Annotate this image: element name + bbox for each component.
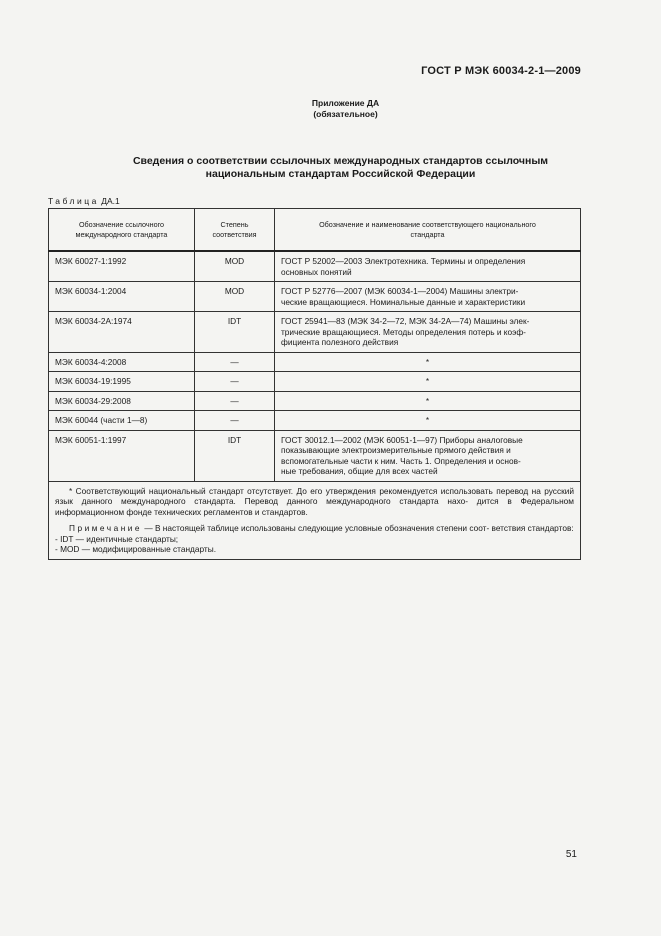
header-col3-line2: стандарта (410, 229, 445, 239)
header-col2-line2: соответствия (212, 229, 257, 239)
footnote (55, 486, 574, 518)
footnote-line: дится в Федеральном информационном фонде технических регламентов и стандартов. (55, 496, 574, 517)
table-header-row (49, 209, 581, 252)
intl-standard-cell: МЭК 60034-4:2008 (49, 352, 195, 372)
degree-cell: — (195, 391, 275, 411)
national-line: вспомогательные части к ним. Часть 1. Определения и основ- (281, 455, 521, 466)
section-title-line-2: национальным стандартам Российской Федерации (205, 168, 476, 180)
degree-cell: — (195, 372, 275, 392)
table-caption (48, 196, 120, 206)
table-row (49, 430, 581, 481)
table-row (49, 411, 581, 431)
intl-standard-cell: МЭК 60051-1:1997 (49, 430, 195, 481)
intl-standard-cell: МЭК 60034-29:2008 (49, 391, 195, 411)
table-row (49, 352, 581, 372)
document-id: ГОСТ Р МЭК 60034-2-1—2009 (421, 65, 581, 77)
note-label: Примечание (69, 523, 143, 533)
appendix-subtitle: (обязательное) (313, 109, 378, 119)
national-line: показывающие электроизмерительные прямого действия и (281, 445, 511, 455)
national-line: ГОСТ 30012.1—2002 (МЭК 60051-1—97) Приборы аналоговые (281, 434, 523, 445)
notes-row (49, 481, 581, 559)
national-line: ные требования, общие для всех частей (281, 466, 438, 476)
section-title-line-1: Сведения о соответствии ссылочных международных стандартов ссылочным (132, 155, 549, 167)
national-line: трические вращающиеся. Методы определения потерь и коэф- (281, 326, 526, 337)
national-standard-cell (275, 312, 581, 353)
degree-cell: MOD (195, 282, 275, 312)
header-international-standard (49, 209, 195, 252)
correspondence-table (48, 208, 581, 560)
header-degree (195, 209, 275, 252)
table-row (49, 251, 581, 282)
table-row (49, 391, 581, 411)
note-line: — В настоящей таблице использованы следующие условные обозначения степени соот- (144, 523, 490, 533)
note-line: ветствия стандартов: (491, 523, 574, 533)
intl-standard-cell: МЭК 60044 (части 1—8) (49, 411, 195, 431)
intl-standard-cell: МЭК 60027-1:1992 (49, 251, 195, 282)
note-idt: - IDT — идентичные стандарты; (55, 533, 179, 544)
national-standard-cell (275, 251, 581, 282)
national-standard-cell: * (275, 391, 581, 411)
table-caption-number: ДА.1 (101, 196, 120, 206)
intl-standard-cell: МЭК 60034-1:2004 (49, 282, 195, 312)
national-standard-cell (275, 282, 581, 312)
degree-cell: IDT (195, 430, 275, 481)
intl-standard-cell: МЭК 60034-2А:1974 (49, 312, 195, 353)
section-title (60, 155, 621, 181)
header-col1-line1: Обозначение ссылочного (78, 220, 165, 229)
header-col3-line1: Обозначение и наименование соответствующего национального (319, 220, 536, 229)
table-row (49, 282, 581, 312)
footnote-line: * Соответствующий национальный стандарт отсутствует. До его утверждения рекомендуется использовать (69, 485, 493, 496)
header-col1-line2: международного стандарта (75, 229, 168, 239)
national-line: ГОСТ Р 52002—2003 Электротехника. Термины и определения (281, 256, 526, 266)
note-mod: - MOD — модифицированные стандарты. (55, 544, 217, 554)
national-line: фициента полезного действия (281, 337, 399, 347)
degree-cell: IDT (195, 312, 275, 353)
notes-cell (49, 481, 581, 559)
header-col2-line1: Степень (220, 220, 249, 229)
note-paragraph (55, 523, 574, 534)
national-standard-cell: * (275, 372, 581, 392)
table-caption-word: Таблица (48, 196, 99, 206)
table-row (49, 372, 581, 392)
national-line: ГОСТ 25941—83 (МЭК 34-2—72, МЭК 34-2А—74) Машины элек- (281, 316, 530, 326)
national-standard-cell: * (275, 411, 581, 431)
degree-cell: MOD (195, 251, 275, 282)
appendix-title: Приложение ДА (311, 98, 380, 108)
page-number: 51 (565, 849, 577, 860)
degree-cell: — (195, 411, 275, 431)
intl-standard-cell: МЭК 60034-19:1995 (49, 372, 195, 392)
national-line: ческие вращающиеся. Номинальные данные и характеристики (281, 296, 526, 307)
national-standard-cell: * (275, 352, 581, 372)
appendix-heading (0, 98, 661, 120)
degree-cell: — (195, 352, 275, 372)
table-row (49, 312, 581, 353)
national-line: основных понятий (281, 266, 352, 277)
national-standard-cell (275, 430, 581, 481)
header-national-standard (275, 209, 581, 252)
footnote-line: перевод на русский язык данного международного стандарта. Перевод данного международного стандарта нахо- (55, 485, 574, 506)
national-line: ГОСТ Р 52776—2007 (МЭК 60034-1—2004) Машины электри- (281, 286, 519, 296)
